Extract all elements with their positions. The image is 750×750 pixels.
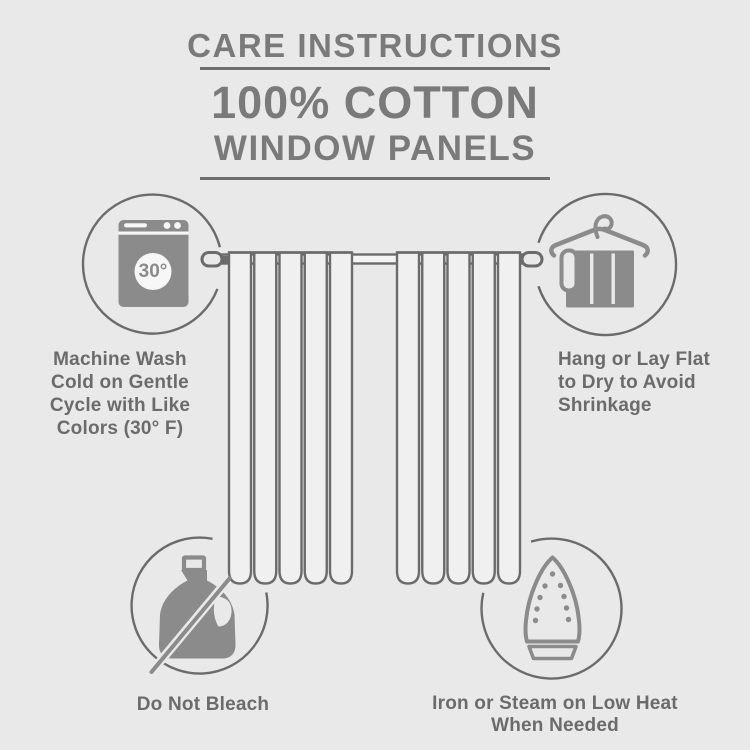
subtitle-material: 100% COTTON [211,77,539,128]
bottle-cap [184,558,204,571]
caption-line: Hang or Lay Flat [558,349,711,370]
divider-top-line [200,67,550,70]
caption-line: Colors (30° F) [56,418,184,439]
caption-line: Machine Wash [53,349,187,370]
caption-line: Cycle with Like [49,395,191,416]
caption-line: Iron or Steam on Low Heat [432,693,678,714]
caption-line: When Needed [491,715,619,736]
crossed-bleach-bottle-icon [152,558,236,673]
caption-hang-dry [558,348,750,417]
curtain-fold [473,253,495,584]
curtain-fold [305,253,327,584]
curtain-fold [422,253,444,584]
curtain-left-panel [229,253,352,584]
caption-line: to Dry to Avoid [558,372,696,393]
towel-loop [562,251,577,291]
iron-soleplate [525,558,579,642]
rod-finial-right [522,253,542,267]
curtain-fold [448,253,470,584]
caption-do-not-bleach [93,693,313,716]
curtain-fold [498,253,520,584]
wash-temperature-badge: 30° [138,261,168,282]
subtitle-product: WINDOW PANELS [213,129,537,168]
curtain-fold [229,253,251,584]
machine-panel-divider [119,232,189,235]
curtain-fold [254,253,276,584]
iron-heel [529,647,576,659]
page-title: CARE INSTRUCTIONS [187,27,563,65]
caption-iron-low-heat [425,693,685,737]
rod-finial-left [202,253,222,267]
machine-knob [174,222,181,229]
curtain-fold [280,253,302,584]
divider-bottom-line [200,177,550,180]
caption-machine-wash [10,348,230,440]
hanger-towel-icon [551,216,647,307]
machine-slot [124,223,147,227]
curtain-right-panel [397,253,520,584]
curtain-fold [397,253,419,584]
caption-line: Do Not Bleach [136,694,270,715]
caption-line: Shrinkage [558,395,652,416]
machine-knob [164,222,171,229]
caption-line: Cold on Gentle [51,372,189,393]
iron-icon [525,558,579,659]
curtain-fold [330,253,352,584]
